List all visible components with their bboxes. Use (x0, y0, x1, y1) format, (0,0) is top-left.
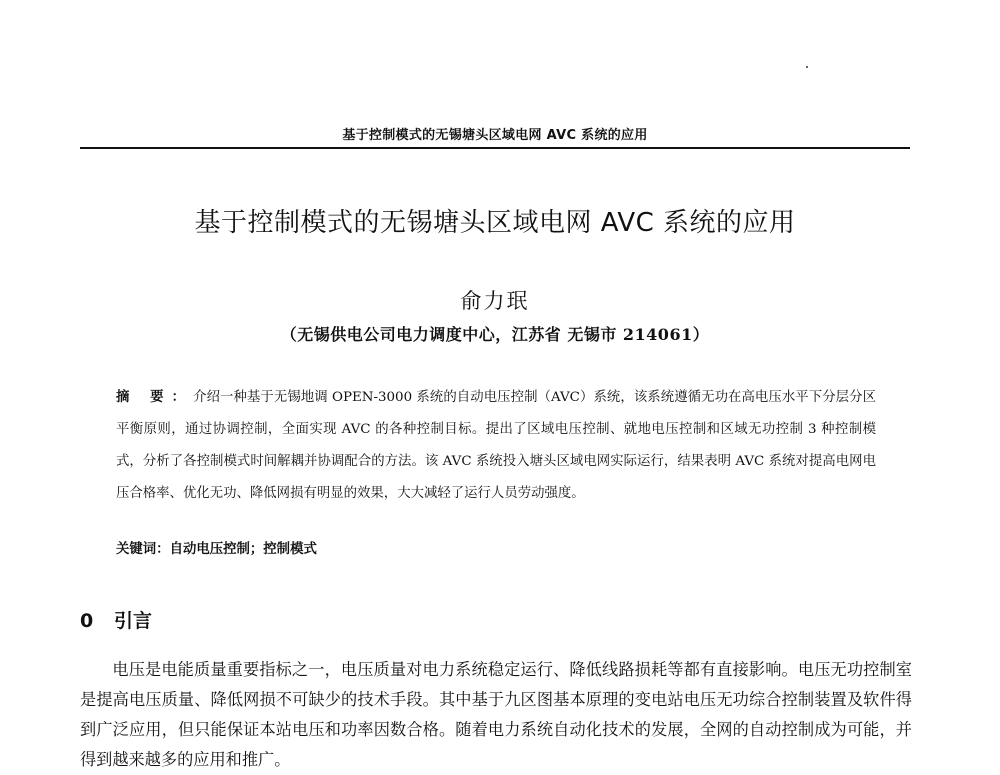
author-name: 俞力珉 (460, 289, 530, 313)
abstract (116, 382, 876, 510)
scan-speck (806, 66, 808, 68)
keywords-text: 自动电压控制；控制模式 (169, 541, 317, 557)
section-number: 0 (80, 610, 94, 632)
keywords-label: 关键词： (116, 542, 170, 557)
keywords (116, 538, 876, 557)
section-heading (80, 606, 152, 633)
abstract-text: 介绍一种基于无锡地调 OPEN-3000 系统的自动电压控制（AVC）系统，该系统遵循无功在高电压水平下分层分区平衡原则，通过协调控制，全面实现 AVC 的各种控制目标。提出了区域电压控制、就地电压控制和区域无功控制 3 种控制模式，分析了各控制模式时间解耦并协调配合的方法。该 AVC 系统投入塘头区域电网实际运行，结果表明 AVC 系统对提高电网电压合格率、优化无功、降低网损有明显的效果，大大减轻了运行人员劳动强度。 (116, 390, 876, 501)
body-paragraph: 电压是电能质量重要指标之一，电压质量对电力系统稳定运行、降低线路损耗等都有直接影响。电压无功控制室是提高电压质量、降低网损不可缺少的技术手段。其中基于九区图基本原理的变电站电压无功综合控制装置及软件得到广泛应用，但只能保证本站电压和功率因数合格。随着电力系统自动化技术的发展，全网的自动控制成为可能，并得到越来越多的应用和推广。 (80, 660, 912, 769)
header-rule (80, 147, 910, 149)
abstract-label: 摘 要： (116, 390, 194, 405)
paper-title: 基于控制模式的无锡塘头区域电网 AVC 系统的应用 (194, 208, 796, 238)
running-header: 基于控制模式的无锡塘头区域电网 AVC 系统的应用 (342, 128, 648, 143)
section-title: 引言 (114, 610, 153, 632)
author-affiliation: （无锡供电公司电力调度中心，江苏省 无锡市 214061） (280, 325, 710, 344)
